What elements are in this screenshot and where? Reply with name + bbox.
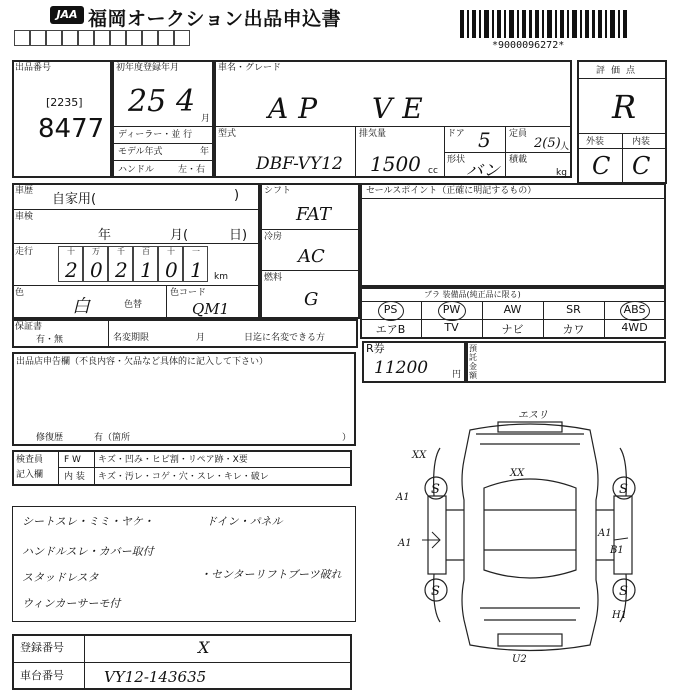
handle-label: ハンドル (118, 165, 155, 175)
equip-4wd: 4WD (621, 321, 648, 334)
ac-label: 冷房 (264, 232, 283, 242)
dealer-label: ディーラー・並 行 (118, 130, 193, 140)
repair-close: ） (342, 433, 352, 443)
equip-aw: AW (503, 303, 522, 316)
mileage-digit-1: 0 (90, 258, 103, 282)
door-value: 5 (478, 128, 491, 152)
mileage-digit-2: 2 (115, 258, 128, 282)
warranty-label: 保証書 (15, 322, 43, 332)
color-code-label: 色コード (170, 288, 207, 298)
equip-abs: ABS (623, 303, 646, 316)
mileage-digit-0: 2 (65, 258, 78, 282)
displacement-value: 1500 (370, 152, 421, 176)
grade-int-value: C (632, 152, 651, 180)
diag-xx-top-left: XX (412, 450, 427, 461)
mileage-mark-4: 十 (167, 247, 175, 256)
chassis-label: 車台番号 (20, 669, 64, 682)
diag-b1-right: B1 (610, 545, 624, 556)
displacement-label: 排気量 (359, 129, 387, 139)
mileage-unit: km (214, 272, 228, 282)
equip-leather: カワ (562, 323, 585, 336)
car-name-label: 車名・グレード (218, 63, 282, 73)
sales-point-label: セールスポイント（正確に明記するもの） (366, 186, 537, 196)
equip-abs-circle (620, 301, 650, 321)
diag-a1-left-mid: A1 (398, 538, 412, 549)
mileage-mark-0: 十 (67, 247, 75, 256)
diag-top-label: エスリ (518, 410, 548, 421)
barcode-bars (460, 10, 630, 38)
mileage-digit-5: 1 (190, 258, 203, 282)
shift-label: シフト (264, 186, 292, 196)
grade-int-label: 内装 (632, 137, 651, 147)
mileage-mark-5: 一 (192, 247, 200, 256)
recycle-fee-label: 預託金額 (469, 344, 477, 380)
grade-value: R (612, 88, 637, 126)
shape-value: バン (466, 161, 500, 181)
registration-label: 登録番号 (20, 641, 64, 654)
inspector-fw: F W (64, 455, 81, 465)
note-line-1: シートスレ・ミミ・ヤケ・ (22, 515, 154, 528)
door-label: ドア (447, 129, 465, 139)
fuel-value: G (304, 289, 319, 310)
inspector-nai: 内 装 (64, 472, 85, 482)
page-title: 福岡オークション出品申込書 (88, 8, 342, 30)
lot-sub-number: [2235] (46, 96, 83, 109)
repair-label: 修復歴 (36, 433, 64, 443)
car-diagram (396, 400, 660, 670)
wheel-rr-mark: S (619, 584, 628, 599)
load-unit: kg (556, 168, 567, 178)
first-reg-month: 4 (176, 84, 196, 119)
header-logo: JAA (50, 6, 84, 24)
model-value: DBF-VY12 (256, 154, 343, 174)
first-reg-label: 初年度登録年月 (116, 63, 180, 73)
note-line-2: ハンドルスレ・カバー取付 (22, 545, 154, 558)
color-value: 白 (72, 296, 90, 317)
first-reg-year: 25 (128, 84, 167, 119)
model-year-unit: 年 (200, 147, 210, 157)
equip-ps-circle (378, 301, 404, 321)
diag-xx-roof: XX (510, 468, 525, 479)
mileage-digit-4: 0 (165, 258, 178, 282)
inspector-label-1: 検査員 (16, 455, 44, 465)
wheel-rl-mark: S (431, 584, 440, 599)
color-label: 色 (15, 288, 25, 298)
warranty-options: 有・無 (36, 335, 64, 345)
recycle-unit: 円 (452, 370, 462, 380)
shape-label: 形状 (447, 155, 466, 165)
color-change-label: 色替 (124, 300, 143, 310)
lot-label: 出品番号 (15, 63, 52, 73)
inspection-day-unit: 日) (229, 228, 248, 243)
car-grade-value: VE (372, 92, 433, 125)
barcode (460, 10, 630, 38)
lot-number: 8477 (38, 114, 105, 144)
note-line-3b: ・センターリフトブーツ破れ (200, 568, 342, 581)
load-label: 積載 (509, 155, 528, 165)
ac-value: AC (298, 246, 325, 267)
transfer-label: 名変期限 (113, 333, 150, 343)
inspector-label-2: 記入欄 (16, 470, 44, 480)
recycle-label: R券 (366, 342, 385, 355)
diag-u2-bottom: U2 (512, 654, 527, 665)
car-name-value: AP (268, 92, 328, 125)
recycle-fee-box (466, 341, 666, 383)
usage-label: 車歴 (15, 186, 34, 196)
equip-sr: SR (566, 303, 581, 316)
barcode-text: *9000096272* (492, 40, 565, 51)
equipment-label: ブラ 装備品(純正品に限る) (424, 290, 521, 299)
declaration-label: 出品店申告欄（不良内容・欠品など具体的に記入して下さい） (16, 357, 269, 367)
note-line-4: ウィンカーサーモ付 (22, 597, 121, 610)
grade-label: 評価点 (596, 66, 642, 76)
equip-navi: ナビ (501, 323, 524, 336)
first-reg-month-unit: 月 (201, 114, 211, 124)
usage-close: ) (234, 188, 240, 203)
wheel-fl-mark: S (431, 482, 440, 497)
color-code-value: QM1 (192, 300, 230, 318)
handle-options: 左・右 (178, 165, 206, 175)
equip-airbag: エアB (375, 323, 406, 336)
note-line-1b: ドイン・パネル (206, 515, 283, 528)
wheel-fr-mark: S (619, 482, 628, 497)
capacity-label: 定員 (509, 129, 528, 139)
equip-pw: PW (442, 303, 461, 316)
inspection-year-unit: 年 (98, 228, 112, 243)
capacity-unit: 人 (560, 142, 570, 152)
model-year-label: モデル年式 (118, 147, 163, 157)
diag-a1-right: A1 (598, 528, 612, 539)
usage-value: 自家用( (52, 192, 97, 207)
registration-value: X (198, 638, 210, 657)
diag-h1-right: H1 (612, 610, 628, 621)
diag-a1-left-upper: A1 (396, 492, 410, 503)
repair-value: 有（箇所 (94, 433, 131, 443)
capacity-value: 2(5) (534, 136, 561, 151)
mileage-mark-3: 百 (142, 247, 150, 256)
grade-ext-value: C (592, 152, 611, 180)
transfer-month-unit: 月 (196, 333, 206, 343)
inspection-month-unit: 月( (170, 228, 189, 243)
inspector-row1: キズ・凹み・ヒビ割・リペア跡・X要 (98, 455, 248, 465)
mileage-label: 走行 (15, 247, 34, 257)
displacement-unit: cc (428, 166, 438, 176)
mileage-mark-2: 千 (117, 247, 125, 256)
inspection-label: 車検 (15, 212, 34, 222)
mileage-mark-1: 万 (92, 247, 100, 256)
grade-ext-label: 外装 (586, 137, 605, 147)
model-label: 型式 (218, 129, 237, 139)
equip-tv: TV (444, 321, 459, 334)
note-line-3: スタッドレスタ (22, 571, 99, 584)
equip-pw-circle (438, 301, 466, 321)
transfer-note: 日迄に名変できる方 (244, 333, 326, 343)
inspector-row2: キズ・汚レ・コゲ・穴・スレ・キレ・破レ (98, 472, 269, 482)
equip-ps: PS (383, 303, 398, 316)
fuel-label: 燃料 (264, 273, 283, 283)
chassis-value: VY12-143635 (104, 668, 207, 686)
mileage-digit-3: 1 (140, 258, 153, 282)
shift-value: FAT (296, 204, 331, 225)
recycle-value: 11200 (374, 358, 429, 378)
